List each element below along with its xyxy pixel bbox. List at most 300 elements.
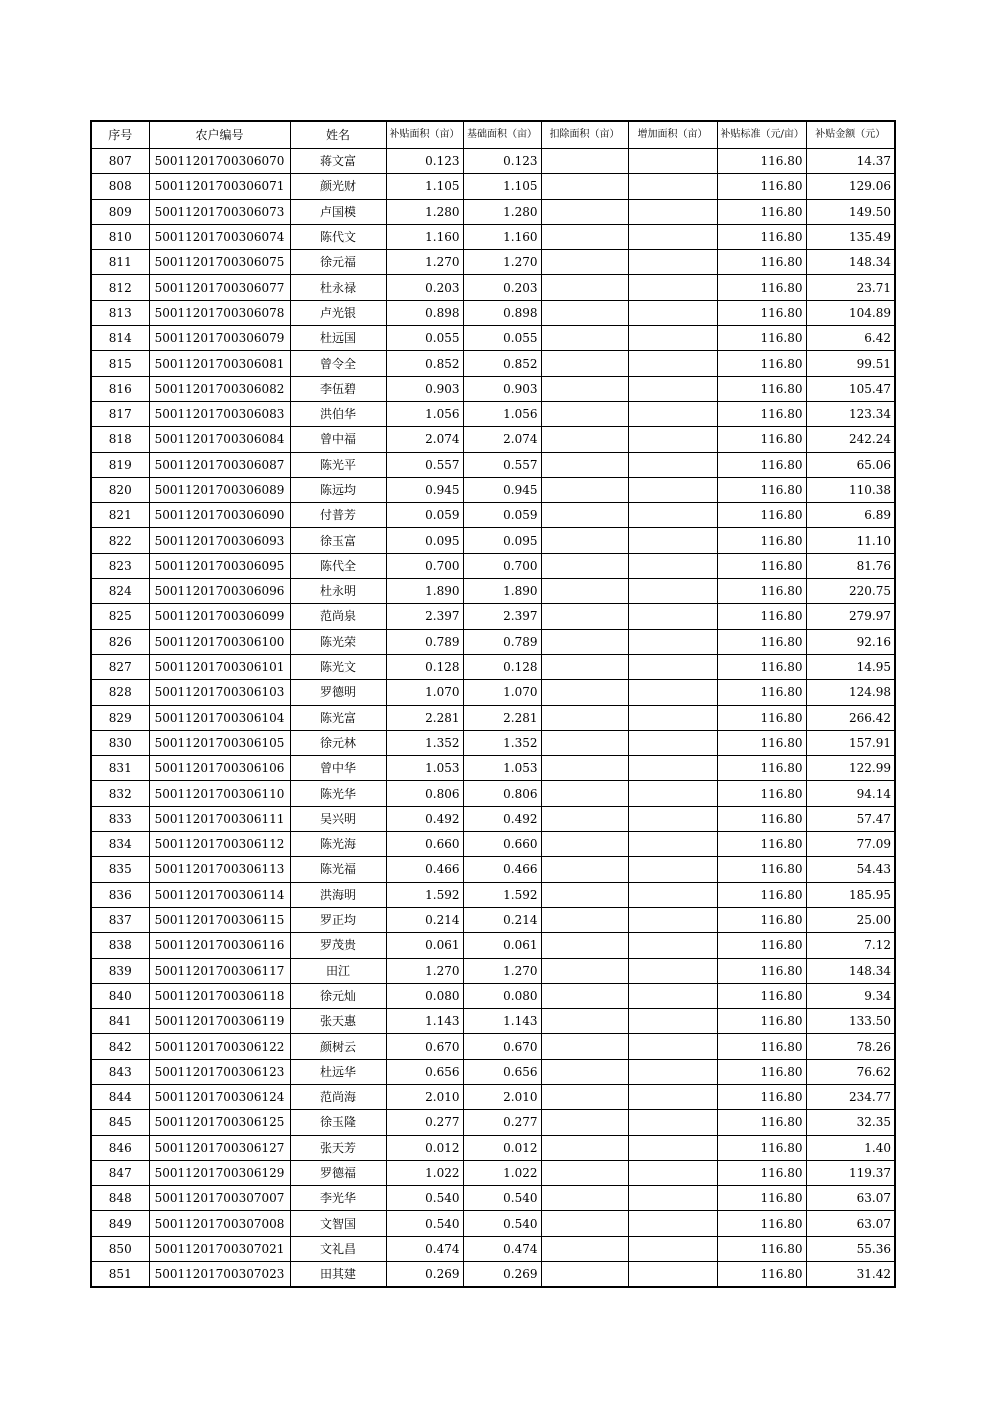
cell-added-area — [628, 629, 717, 654]
cell-deducted-area — [541, 1160, 628, 1185]
cell-subsidy-amount: 9.34 — [806, 983, 895, 1008]
cell-subsidy-amount: 25.00 — [806, 907, 895, 932]
cell-added-area — [628, 857, 717, 882]
cell-added-area — [628, 1034, 717, 1059]
cell-subsidy-rate: 116.80 — [717, 250, 806, 275]
cell-added-area — [628, 149, 717, 174]
cell-subsidy-amount: 6.42 — [806, 326, 895, 351]
cell-subsidy-amount: 78.26 — [806, 1034, 895, 1059]
cell-deducted-area — [541, 401, 628, 426]
cell-seq: 815 — [91, 351, 149, 376]
cell-name: 徐元林 — [290, 730, 386, 755]
cell-base-area: 0.203 — [463, 275, 541, 300]
cell-subsidy-amount: 63.07 — [806, 1186, 895, 1211]
cell-subsidy-rate: 116.80 — [717, 1034, 806, 1059]
cell-deducted-area — [541, 756, 628, 781]
cell-seq: 827 — [91, 654, 149, 679]
cell-subsidy-area: 0.700 — [386, 553, 463, 578]
table-row — [91, 654, 895, 679]
cell-subsidy-rate: 116.80 — [717, 1135, 806, 1160]
cell-seq: 838 — [91, 933, 149, 958]
cell-subsidy-area: 0.095 — [386, 528, 463, 553]
cell-farmer-id: 50011201700306074 — [149, 224, 290, 249]
cell-name: 罗茂贵 — [290, 933, 386, 958]
cell-subsidy-area: 1.022 — [386, 1160, 463, 1185]
cell-base-area: 1.890 — [463, 579, 541, 604]
cell-base-area: 2.010 — [463, 1084, 541, 1109]
cell-base-area: 0.660 — [463, 832, 541, 857]
cell-added-area — [628, 1084, 717, 1109]
cell-deducted-area — [541, 427, 628, 452]
cell-added-area — [628, 1135, 717, 1160]
cell-subsidy-amount: 110.38 — [806, 477, 895, 502]
cell-subsidy-rate: 116.80 — [717, 882, 806, 907]
cell-farmer-id: 50011201700306112 — [149, 832, 290, 857]
cell-added-area — [628, 452, 717, 477]
subsidy-table — [90, 120, 896, 1288]
cell-base-area: 2.074 — [463, 427, 541, 452]
cell-subsidy-amount: 220.75 — [806, 579, 895, 604]
cell-subsidy-amount: 266.42 — [806, 705, 895, 730]
cell-subsidy-amount: 11.10 — [806, 528, 895, 553]
cell-base-area: 0.492 — [463, 806, 541, 831]
header-subsidy-amount: 补贴金额（元） — [806, 121, 895, 149]
table-row — [91, 376, 895, 401]
table-row — [91, 300, 895, 325]
cell-base-area: 0.095 — [463, 528, 541, 553]
cell-base-area: 0.852 — [463, 351, 541, 376]
header-subsidy-area: 补贴面积（亩） — [386, 121, 463, 149]
cell-subsidy-amount: 6.89 — [806, 503, 895, 528]
table-row — [91, 1034, 895, 1059]
cell-subsidy-area: 0.656 — [386, 1059, 463, 1084]
table-row — [91, 781, 895, 806]
cell-deducted-area — [541, 781, 628, 806]
cell-subsidy-area: 0.903 — [386, 376, 463, 401]
cell-farmer-id: 50011201700306117 — [149, 958, 290, 983]
table-row — [91, 983, 895, 1008]
cell-deducted-area — [541, 1135, 628, 1160]
table-row — [91, 149, 895, 174]
cell-seq: 840 — [91, 983, 149, 1008]
cell-subsidy-rate: 116.80 — [717, 224, 806, 249]
cell-subsidy-rate: 116.80 — [717, 351, 806, 376]
cell-deducted-area — [541, 604, 628, 629]
cell-name: 陈代全 — [290, 553, 386, 578]
cell-subsidy-rate: 116.80 — [717, 1236, 806, 1261]
cell-name: 杜远国 — [290, 326, 386, 351]
cell-name: 卢光银 — [290, 300, 386, 325]
cell-subsidy-rate: 116.80 — [717, 275, 806, 300]
cell-base-area: 1.022 — [463, 1160, 541, 1185]
header-seq: 序号 — [91, 121, 149, 149]
cell-subsidy-amount: 105.47 — [806, 376, 895, 401]
cell-seq: 850 — [91, 1236, 149, 1261]
cell-name: 范尚海 — [290, 1084, 386, 1109]
cell-name: 李光华 — [290, 1186, 386, 1211]
cell-farmer-id: 50011201700306090 — [149, 503, 290, 528]
cell-subsidy-area: 2.010 — [386, 1084, 463, 1109]
cell-seq: 822 — [91, 528, 149, 553]
table-row — [91, 224, 895, 249]
cell-deducted-area — [541, 477, 628, 502]
cell-name: 曾中华 — [290, 756, 386, 781]
cell-deducted-area — [541, 224, 628, 249]
cell-subsidy-amount: 23.71 — [806, 275, 895, 300]
cell-added-area — [628, 1236, 717, 1261]
cell-seq: 833 — [91, 806, 149, 831]
header-deducted-area: 扣除面积（亩） — [541, 121, 628, 149]
cell-subsidy-rate: 116.80 — [717, 806, 806, 831]
cell-deducted-area — [541, 553, 628, 578]
cell-subsidy-area: 0.203 — [386, 275, 463, 300]
header-farmer-id: 农户编号 — [149, 121, 290, 149]
table-row — [91, 705, 895, 730]
cell-subsidy-amount: 76.62 — [806, 1059, 895, 1084]
cell-added-area — [628, 528, 717, 553]
cell-added-area — [628, 275, 717, 300]
cell-subsidy-amount: 54.43 — [806, 857, 895, 882]
cell-seq: 820 — [91, 477, 149, 502]
cell-seq: 848 — [91, 1186, 149, 1211]
cell-base-area: 0.540 — [463, 1211, 541, 1236]
cell-deducted-area — [541, 199, 628, 224]
cell-deducted-area — [541, 351, 628, 376]
cell-name: 曾令全 — [290, 351, 386, 376]
cell-subsidy-area: 1.270 — [386, 958, 463, 983]
cell-farmer-id: 50011201700306114 — [149, 882, 290, 907]
cell-subsidy-rate: 116.80 — [717, 1084, 806, 1109]
cell-subsidy-area: 0.277 — [386, 1110, 463, 1135]
cell-seq: 809 — [91, 199, 149, 224]
cell-seq: 830 — [91, 730, 149, 755]
cell-subsidy-rate: 116.80 — [717, 781, 806, 806]
cell-seq: 821 — [91, 503, 149, 528]
header-row — [91, 121, 895, 149]
cell-added-area — [628, 427, 717, 452]
cell-added-area — [628, 1009, 717, 1034]
table-row — [91, 1236, 895, 1261]
cell-name: 颜光财 — [290, 174, 386, 199]
cell-base-area: 1.143 — [463, 1009, 541, 1034]
cell-subsidy-amount: 119.37 — [806, 1160, 895, 1185]
cell-subsidy-rate: 116.80 — [717, 933, 806, 958]
cell-farmer-id: 50011201700306125 — [149, 1110, 290, 1135]
cell-base-area: 0.055 — [463, 326, 541, 351]
cell-subsidy-area: 0.670 — [386, 1034, 463, 1059]
cell-deducted-area — [541, 1262, 628, 1288]
cell-added-area — [628, 174, 717, 199]
cell-deducted-area — [541, 1009, 628, 1034]
cell-base-area: 1.070 — [463, 680, 541, 705]
cell-base-area: 0.269 — [463, 1262, 541, 1288]
cell-added-area — [628, 680, 717, 705]
cell-seq: 812 — [91, 275, 149, 300]
cell-farmer-id: 50011201700306111 — [149, 806, 290, 831]
header-base-area: 基础面积（亩） — [463, 121, 541, 149]
cell-subsidy-area: 0.061 — [386, 933, 463, 958]
cell-subsidy-area: 1.105 — [386, 174, 463, 199]
cell-name: 曾中福 — [290, 427, 386, 452]
cell-seq: 818 — [91, 427, 149, 452]
cell-base-area: 0.123 — [463, 149, 541, 174]
cell-deducted-area — [541, 250, 628, 275]
table-row — [91, 882, 895, 907]
cell-subsidy-area: 0.214 — [386, 907, 463, 932]
cell-subsidy-rate: 116.80 — [717, 907, 806, 932]
cell-base-area: 0.903 — [463, 376, 541, 401]
cell-subsidy-amount: 148.34 — [806, 250, 895, 275]
cell-deducted-area — [541, 1034, 628, 1059]
table-row — [91, 907, 895, 932]
cell-subsidy-rate: 116.80 — [717, 680, 806, 705]
cell-seq: 811 — [91, 250, 149, 275]
cell-deducted-area — [541, 705, 628, 730]
cell-subsidy-area: 0.055 — [386, 326, 463, 351]
cell-subsidy-area: 2.397 — [386, 604, 463, 629]
cell-added-area — [628, 1186, 717, 1211]
cell-base-area: 1.270 — [463, 250, 541, 275]
cell-subsidy-area: 0.660 — [386, 832, 463, 857]
cell-base-area: 0.700 — [463, 553, 541, 578]
cell-subsidy-amount: 1.40 — [806, 1135, 895, 1160]
cell-subsidy-area: 0.852 — [386, 351, 463, 376]
cell-subsidy-amount: 55.36 — [806, 1236, 895, 1261]
cell-added-area — [628, 882, 717, 907]
cell-seq: 831 — [91, 756, 149, 781]
cell-added-area — [628, 477, 717, 502]
cell-subsidy-rate: 116.80 — [717, 654, 806, 679]
cell-base-area: 0.012 — [463, 1135, 541, 1160]
table-row — [91, 275, 895, 300]
table-header — [91, 121, 895, 149]
table-row — [91, 1059, 895, 1084]
cell-added-area — [628, 832, 717, 857]
cell-deducted-area — [541, 629, 628, 654]
cell-name: 付普芳 — [290, 503, 386, 528]
cell-subsidy-rate: 116.80 — [717, 579, 806, 604]
table-row — [91, 933, 895, 958]
cell-name: 陈光华 — [290, 781, 386, 806]
cell-name: 罗德明 — [290, 680, 386, 705]
cell-base-area: 0.214 — [463, 907, 541, 932]
table-row — [91, 730, 895, 755]
cell-seq: 807 — [91, 149, 149, 174]
cell-subsidy-area: 0.557 — [386, 452, 463, 477]
cell-name: 吴兴明 — [290, 806, 386, 831]
cell-added-area — [628, 933, 717, 958]
cell-subsidy-amount: 92.16 — [806, 629, 895, 654]
cell-subsidy-amount: 7.12 — [806, 933, 895, 958]
cell-farmer-id: 50011201700306104 — [149, 705, 290, 730]
table-row — [91, 958, 895, 983]
cell-name: 杜永明 — [290, 579, 386, 604]
cell-subsidy-rate: 116.80 — [717, 1160, 806, 1185]
cell-added-area — [628, 781, 717, 806]
cell-subsidy-area: 1.143 — [386, 1009, 463, 1034]
cell-subsidy-rate: 116.80 — [717, 756, 806, 781]
cell-subsidy-amount: 148.34 — [806, 958, 895, 983]
cell-deducted-area — [541, 579, 628, 604]
cell-subsidy-area: 1.053 — [386, 756, 463, 781]
cell-base-area: 0.059 — [463, 503, 541, 528]
cell-subsidy-area: 0.898 — [386, 300, 463, 325]
cell-subsidy-amount: 94.14 — [806, 781, 895, 806]
cell-seq: 826 — [91, 629, 149, 654]
cell-base-area: 1.352 — [463, 730, 541, 755]
cell-base-area: 2.397 — [463, 604, 541, 629]
cell-added-area — [628, 705, 717, 730]
table-row — [91, 756, 895, 781]
cell-subsidy-rate: 116.80 — [717, 983, 806, 1008]
cell-seq: 835 — [91, 857, 149, 882]
cell-subsidy-rate: 116.80 — [717, 174, 806, 199]
cell-seq: 844 — [91, 1084, 149, 1109]
cell-subsidy-amount: 149.50 — [806, 199, 895, 224]
cell-seq: 837 — [91, 907, 149, 932]
cell-base-area: 1.056 — [463, 401, 541, 426]
table-row — [91, 1186, 895, 1211]
table-row — [91, 528, 895, 553]
cell-deducted-area — [541, 958, 628, 983]
cell-deducted-area — [541, 806, 628, 831]
cell-name: 颜树云 — [290, 1034, 386, 1059]
table-row — [91, 1262, 895, 1288]
header-added-area: 增加面积（亩） — [628, 121, 717, 149]
cell-deducted-area — [541, 1186, 628, 1211]
cell-subsidy-rate: 116.80 — [717, 1009, 806, 1034]
cell-subsidy-rate: 116.80 — [717, 376, 806, 401]
cell-name: 卢国模 — [290, 199, 386, 224]
cell-farmer-id: 50011201700306103 — [149, 680, 290, 705]
cell-farmer-id: 50011201700306105 — [149, 730, 290, 755]
header-subsidy-rate: 补贴标准（元/亩） — [717, 121, 806, 149]
cell-subsidy-rate: 116.80 — [717, 705, 806, 730]
cell-farmer-id: 50011201700307007 — [149, 1186, 290, 1211]
cell-deducted-area — [541, 1211, 628, 1236]
cell-added-area — [628, 224, 717, 249]
cell-seq: 825 — [91, 604, 149, 629]
cell-subsidy-rate: 116.80 — [717, 629, 806, 654]
cell-base-area: 0.080 — [463, 983, 541, 1008]
cell-subsidy-rate: 116.80 — [717, 149, 806, 174]
cell-subsidy-area: 0.080 — [386, 983, 463, 1008]
cell-subsidy-area: 1.070 — [386, 680, 463, 705]
cell-added-area — [628, 1160, 717, 1185]
cell-subsidy-rate: 116.80 — [717, 1110, 806, 1135]
cell-farmer-id: 50011201700307023 — [149, 1262, 290, 1288]
cell-added-area — [628, 983, 717, 1008]
cell-subsidy-area: 1.592 — [386, 882, 463, 907]
cell-subsidy-rate: 116.80 — [717, 452, 806, 477]
cell-added-area — [628, 579, 717, 604]
cell-name: 陈光文 — [290, 654, 386, 679]
table-row — [91, 1135, 895, 1160]
cell-base-area: 0.656 — [463, 1059, 541, 1084]
cell-added-area — [628, 806, 717, 831]
cell-subsidy-area: 2.074 — [386, 427, 463, 452]
cell-deducted-area — [541, 503, 628, 528]
cell-seq: 808 — [91, 174, 149, 199]
cell-name: 陈光富 — [290, 705, 386, 730]
cell-farmer-id: 50011201700306119 — [149, 1009, 290, 1034]
cell-subsidy-amount: 57.47 — [806, 806, 895, 831]
cell-farmer-id: 50011201700306087 — [149, 452, 290, 477]
cell-subsidy-rate: 116.80 — [717, 427, 806, 452]
cell-farmer-id: 50011201700307008 — [149, 1211, 290, 1236]
cell-subsidy-amount: 63.07 — [806, 1211, 895, 1236]
cell-name: 李伍碧 — [290, 376, 386, 401]
cell-deducted-area — [541, 326, 628, 351]
cell-deducted-area — [541, 857, 628, 882]
table-row — [91, 326, 895, 351]
cell-added-area — [628, 907, 717, 932]
cell-seq: 817 — [91, 401, 149, 426]
cell-subsidy-area: 0.059 — [386, 503, 463, 528]
cell-base-area: 1.053 — [463, 756, 541, 781]
cell-seq: 839 — [91, 958, 149, 983]
table-row — [91, 452, 895, 477]
table-row — [91, 629, 895, 654]
cell-base-area: 0.557 — [463, 452, 541, 477]
cell-subsidy-amount: 157.91 — [806, 730, 895, 755]
cell-farmer-id: 50011201700306083 — [149, 401, 290, 426]
table-row — [91, 680, 895, 705]
cell-subsidy-rate: 116.80 — [717, 199, 806, 224]
cell-base-area: 0.474 — [463, 1236, 541, 1261]
cell-base-area: 0.277 — [463, 1110, 541, 1135]
cell-farmer-id: 50011201700306118 — [149, 983, 290, 1008]
cell-added-area — [628, 654, 717, 679]
cell-subsidy-amount: 279.97 — [806, 604, 895, 629]
cell-deducted-area — [541, 654, 628, 679]
cell-name: 田江 — [290, 958, 386, 983]
cell-subsidy-rate: 116.80 — [717, 1262, 806, 1288]
cell-name: 徐元灿 — [290, 983, 386, 1008]
cell-subsidy-rate: 116.80 — [717, 553, 806, 578]
cell-farmer-id: 50011201700306110 — [149, 781, 290, 806]
cell-seq: 829 — [91, 705, 149, 730]
cell-farmer-id: 50011201700306079 — [149, 326, 290, 351]
table-row — [91, 579, 895, 604]
cell-seq: 816 — [91, 376, 149, 401]
cell-farmer-id: 50011201700306101 — [149, 654, 290, 679]
cell-seq: 836 — [91, 882, 149, 907]
cell-subsidy-area: 1.280 — [386, 199, 463, 224]
cell-farmer-id: 50011201700306071 — [149, 174, 290, 199]
table-row — [91, 1211, 895, 1236]
cell-base-area: 1.280 — [463, 199, 541, 224]
cell-added-area — [628, 376, 717, 401]
cell-added-area — [628, 1262, 717, 1288]
cell-added-area — [628, 730, 717, 755]
cell-name: 洪伯华 — [290, 401, 386, 426]
cell-subsidy-rate: 116.80 — [717, 832, 806, 857]
cell-subsidy-area: 2.281 — [386, 705, 463, 730]
cell-base-area: 1.160 — [463, 224, 541, 249]
cell-name: 陈光福 — [290, 857, 386, 882]
cell-deducted-area — [541, 174, 628, 199]
cell-farmer-id: 50011201700306075 — [149, 250, 290, 275]
cell-name: 徐玉隆 — [290, 1110, 386, 1135]
cell-farmer-id: 50011201700306077 — [149, 275, 290, 300]
cell-subsidy-area: 0.806 — [386, 781, 463, 806]
table-row — [91, 477, 895, 502]
cell-seq: 810 — [91, 224, 149, 249]
cell-deducted-area — [541, 300, 628, 325]
cell-deducted-area — [541, 452, 628, 477]
cell-subsidy-area: 0.789 — [386, 629, 463, 654]
